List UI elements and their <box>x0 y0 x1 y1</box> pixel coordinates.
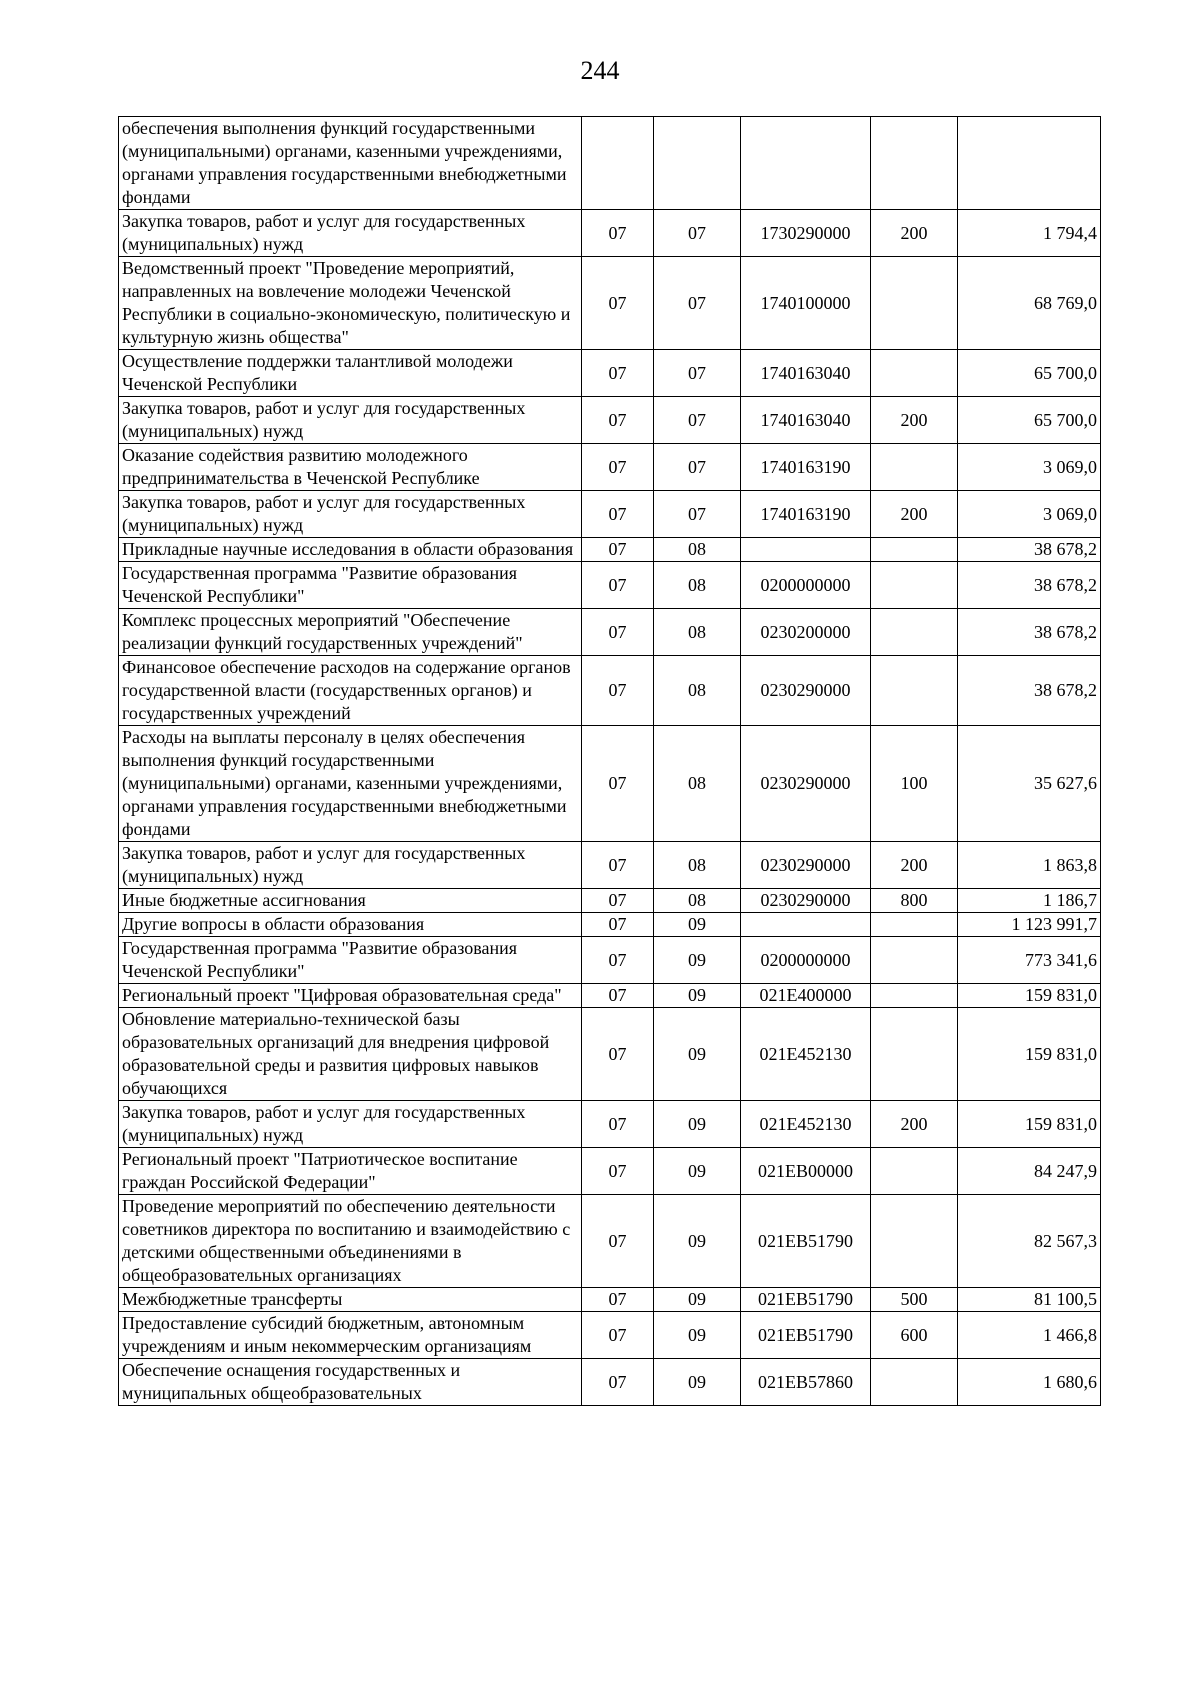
row-section: 07 <box>582 842 654 889</box>
table-row <box>119 1195 1101 1288</box>
row-subsection: 07 <box>654 257 741 350</box>
table-row <box>119 1359 1101 1406</box>
row-name: Осуществление поддержки талантливой молодежи Чеченской Республики <box>119 350 582 397</box>
row-subsection: 07 <box>654 210 741 257</box>
row-target-article: 1740163040 <box>741 350 871 397</box>
budget-table-body <box>119 117 1101 1406</box>
table-row <box>119 562 1101 609</box>
row-amount: 65 700,0 <box>958 350 1101 397</box>
row-expense-type: 100 <box>871 726 958 842</box>
row-name: Другие вопросы в области образования <box>119 913 582 937</box>
row-target-article: 0230200000 <box>741 609 871 656</box>
row-name: Расходы на выплаты персоналу в целях обеспечения выполнения функций государственными (муниципальными) органами, казенными учреждениями, органами управления государственными внебюджетными фондами <box>119 726 582 842</box>
row-expense-type <box>871 257 958 350</box>
row-target-article: 0230290000 <box>741 726 871 842</box>
row-section: 07 <box>582 210 654 257</box>
row-target-article <box>741 913 871 937</box>
row-target-article: 021EB00000 <box>741 1148 871 1195</box>
row-target-article <box>741 117 871 210</box>
row-name: Оказание содействия развитию молодежного предпринимательства в Чеченской Республике <box>119 444 582 491</box>
row-amount: 84 247,9 <box>958 1148 1101 1195</box>
page-number: 244 <box>580 56 620 85</box>
row-section: 07 <box>582 937 654 984</box>
row-name: Прикладные научные исследования в области образования <box>119 538 582 562</box>
row-section <box>582 117 654 210</box>
row-name: Закупка товаров, работ и услуг для государственных (муниципальных) нужд <box>119 397 582 444</box>
row-section: 07 <box>582 1148 654 1195</box>
table-row <box>119 397 1101 444</box>
row-expense-type: 200 <box>871 1101 958 1148</box>
row-subsection: 09 <box>654 1195 741 1288</box>
row-expense-type: 200 <box>871 397 958 444</box>
row-section: 07 <box>582 609 654 656</box>
row-amount: 773 341,6 <box>958 937 1101 984</box>
row-name: обеспечения выполнения функций государственными (муниципальными) органами, казенными учреждениями, органами управления государственными внебюджетными фондами <box>119 117 582 210</box>
row-section: 07 <box>582 538 654 562</box>
row-amount: 38 678,2 <box>958 656 1101 726</box>
table-row <box>119 491 1101 538</box>
row-amount: 159 831,0 <box>958 1101 1101 1148</box>
row-subsection: 09 <box>654 1008 741 1101</box>
row-target-article: 0200000000 <box>741 562 871 609</box>
row-target-article: 1740163190 <box>741 444 871 491</box>
row-amount <box>958 117 1101 210</box>
row-name: Проведение мероприятий по обеспечению деятельности советников директора по воспитанию и взаимодействию с детскими общественными объединениями в общеобразовательных организациях <box>119 1195 582 1288</box>
row-expense-type <box>871 538 958 562</box>
row-section: 07 <box>582 444 654 491</box>
row-name: Закупка товаров, работ и услуг для государственных (муниципальных) нужд <box>119 842 582 889</box>
row-expense-type: 200 <box>871 210 958 257</box>
table-row <box>119 210 1101 257</box>
row-subsection: 08 <box>654 538 741 562</box>
row-target-article: 1740163040 <box>741 397 871 444</box>
row-section: 07 <box>582 491 654 538</box>
row-section: 07 <box>582 1288 654 1312</box>
table-row <box>119 1101 1101 1148</box>
row-target-article: 0230290000 <box>741 656 871 726</box>
row-section: 07 <box>582 726 654 842</box>
row-expense-type <box>871 117 958 210</box>
row-name: Региональный проект "Цифровая образовательная среда" <box>119 984 582 1008</box>
row-target-article: 1730290000 <box>741 210 871 257</box>
row-expense-type <box>871 656 958 726</box>
row-target-article: 0230290000 <box>741 842 871 889</box>
row-subsection: 08 <box>654 842 741 889</box>
row-amount: 159 831,0 <box>958 1008 1101 1101</box>
row-expense-type: 500 <box>871 1288 958 1312</box>
table-row <box>119 444 1101 491</box>
table-row <box>119 538 1101 562</box>
row-target-article: 0200000000 <box>741 937 871 984</box>
row-name: Закупка товаров, работ и услуг для государственных (муниципальных) нужд <box>119 1101 582 1148</box>
table-row <box>119 609 1101 656</box>
row-subsection: 09 <box>654 1359 741 1406</box>
table-row <box>119 350 1101 397</box>
row-section: 07 <box>582 257 654 350</box>
table-row <box>119 117 1101 210</box>
row-amount: 159 831,0 <box>958 984 1101 1008</box>
row-section: 07 <box>582 913 654 937</box>
row-subsection: 08 <box>654 889 741 913</box>
row-amount: 68 769,0 <box>958 257 1101 350</box>
table-row <box>119 937 1101 984</box>
row-amount: 82 567,3 <box>958 1195 1101 1288</box>
row-expense-type: 200 <box>871 491 958 538</box>
row-subsection: 07 <box>654 444 741 491</box>
row-section: 07 <box>582 889 654 913</box>
row-name: Государственная программа "Развитие образования Чеченской Республики" <box>119 937 582 984</box>
row-expense-type <box>871 1008 958 1101</box>
table-row <box>119 889 1101 913</box>
row-name: Государственная программа "Развитие образования Чеченской Республики" <box>119 562 582 609</box>
row-expense-type <box>871 562 958 609</box>
row-amount: 35 627,6 <box>958 726 1101 842</box>
row-target-article: 021EB51790 <box>741 1312 871 1359</box>
row-subsection: 07 <box>654 397 741 444</box>
row-amount: 81 100,5 <box>958 1288 1101 1312</box>
table-row <box>119 842 1101 889</box>
row-amount: 1 680,6 <box>958 1359 1101 1406</box>
table-row <box>119 1288 1101 1312</box>
row-amount: 65 700,0 <box>958 397 1101 444</box>
table-row <box>119 1312 1101 1359</box>
row-amount: 1 186,7 <box>958 889 1101 913</box>
row-name: Региональный проект "Патриотическое воспитание граждан Российской Федерации" <box>119 1148 582 1195</box>
row-section: 07 <box>582 656 654 726</box>
row-subsection: 09 <box>654 984 741 1008</box>
row-expense-type <box>871 1148 958 1195</box>
row-target-article: 021E452130 <box>741 1008 871 1101</box>
row-subsection: 09 <box>654 1288 741 1312</box>
row-target-article: 1740100000 <box>741 257 871 350</box>
row-section: 07 <box>582 1008 654 1101</box>
row-name: Закупка товаров, работ и услуг для государственных (муниципальных) нужд <box>119 210 582 257</box>
row-subsection: 09 <box>654 1312 741 1359</box>
row-name: Комплекс процессных мероприятий "Обеспечение реализации функций государственных учреждений" <box>119 609 582 656</box>
row-expense-type <box>871 350 958 397</box>
row-subsection: 08 <box>654 656 741 726</box>
table-row <box>119 726 1101 842</box>
row-name: Иные бюджетные ассигнования <box>119 889 582 913</box>
row-amount: 1 123 991,7 <box>958 913 1101 937</box>
table-row <box>119 1008 1101 1101</box>
row-amount: 38 678,2 <box>958 609 1101 656</box>
row-expense-type <box>871 913 958 937</box>
budget-table <box>118 116 1101 1406</box>
row-name: Обновление материально-технической базы образовательных организаций для внедрения цифровой образовательной среды и развития цифровых навыков обучающихся <box>119 1008 582 1101</box>
row-subsection: 09 <box>654 1101 741 1148</box>
row-section: 07 <box>582 1312 654 1359</box>
row-subsection: 08 <box>654 609 741 656</box>
row-amount: 1 466,8 <box>958 1312 1101 1359</box>
row-section: 07 <box>582 397 654 444</box>
row-expense-type: 600 <box>871 1312 958 1359</box>
row-section: 07 <box>582 984 654 1008</box>
row-name: Финансовое обеспечение расходов на содержание органов государственной власти (государственных органов) и государственных учреждений <box>119 656 582 726</box>
row-section: 07 <box>582 1101 654 1148</box>
row-name: Закупка товаров, работ и услуг для государственных (муниципальных) нужд <box>119 491 582 538</box>
row-amount: 1 794,4 <box>958 210 1101 257</box>
row-amount: 3 069,0 <box>958 491 1101 538</box>
row-name: Ведомственный проект "Проведение мероприятий, направленных на вовлечение молодежи Чеченской Республики в социально-экономическую, политическую и культурную жизнь общества" <box>119 257 582 350</box>
table-row <box>119 1148 1101 1195</box>
row-amount: 1 863,8 <box>958 842 1101 889</box>
row-name: Межбюджетные трансферты <box>119 1288 582 1312</box>
row-section: 07 <box>582 1359 654 1406</box>
row-expense-type <box>871 1195 958 1288</box>
row-section: 07 <box>582 562 654 609</box>
row-amount: 38 678,2 <box>958 562 1101 609</box>
row-target-article: 021E452130 <box>741 1101 871 1148</box>
table-row <box>119 656 1101 726</box>
row-subsection: 09 <box>654 1148 741 1195</box>
row-target-article: 021EB57860 <box>741 1359 871 1406</box>
row-amount: 38 678,2 <box>958 538 1101 562</box>
row-subsection: 07 <box>654 350 741 397</box>
row-subsection: 08 <box>654 562 741 609</box>
row-subsection: 09 <box>654 913 741 937</box>
row-subsection: 07 <box>654 491 741 538</box>
row-expense-type <box>871 937 958 984</box>
row-expense-type: 200 <box>871 842 958 889</box>
table-row <box>119 913 1101 937</box>
row-name: Предоставление субсидий бюджетным, автономным учреждениям и иным некоммерческим организациям <box>119 1312 582 1359</box>
row-amount: 3 069,0 <box>958 444 1101 491</box>
row-name: Обеспечение оснащения государственных и муниципальных общеобразовательных <box>119 1359 582 1406</box>
row-subsection <box>654 117 741 210</box>
row-section: 07 <box>582 350 654 397</box>
row-target-article: 0230290000 <box>741 889 871 913</box>
row-target-article: 021EB51790 <box>741 1195 871 1288</box>
row-expense-type <box>871 609 958 656</box>
row-expense-type <box>871 984 958 1008</box>
table-row <box>119 257 1101 350</box>
row-subsection: 08 <box>654 726 741 842</box>
row-subsection: 09 <box>654 937 741 984</box>
row-target-article: 021EB51790 <box>741 1288 871 1312</box>
row-section: 07 <box>582 1195 654 1288</box>
row-target-article <box>741 538 871 562</box>
row-target-article: 1740163190 <box>741 491 871 538</box>
table-row <box>119 984 1101 1008</box>
row-expense-type: 800 <box>871 889 958 913</box>
row-expense-type <box>871 1359 958 1406</box>
row-expense-type <box>871 444 958 491</box>
row-target-article: 021E400000 <box>741 984 871 1008</box>
